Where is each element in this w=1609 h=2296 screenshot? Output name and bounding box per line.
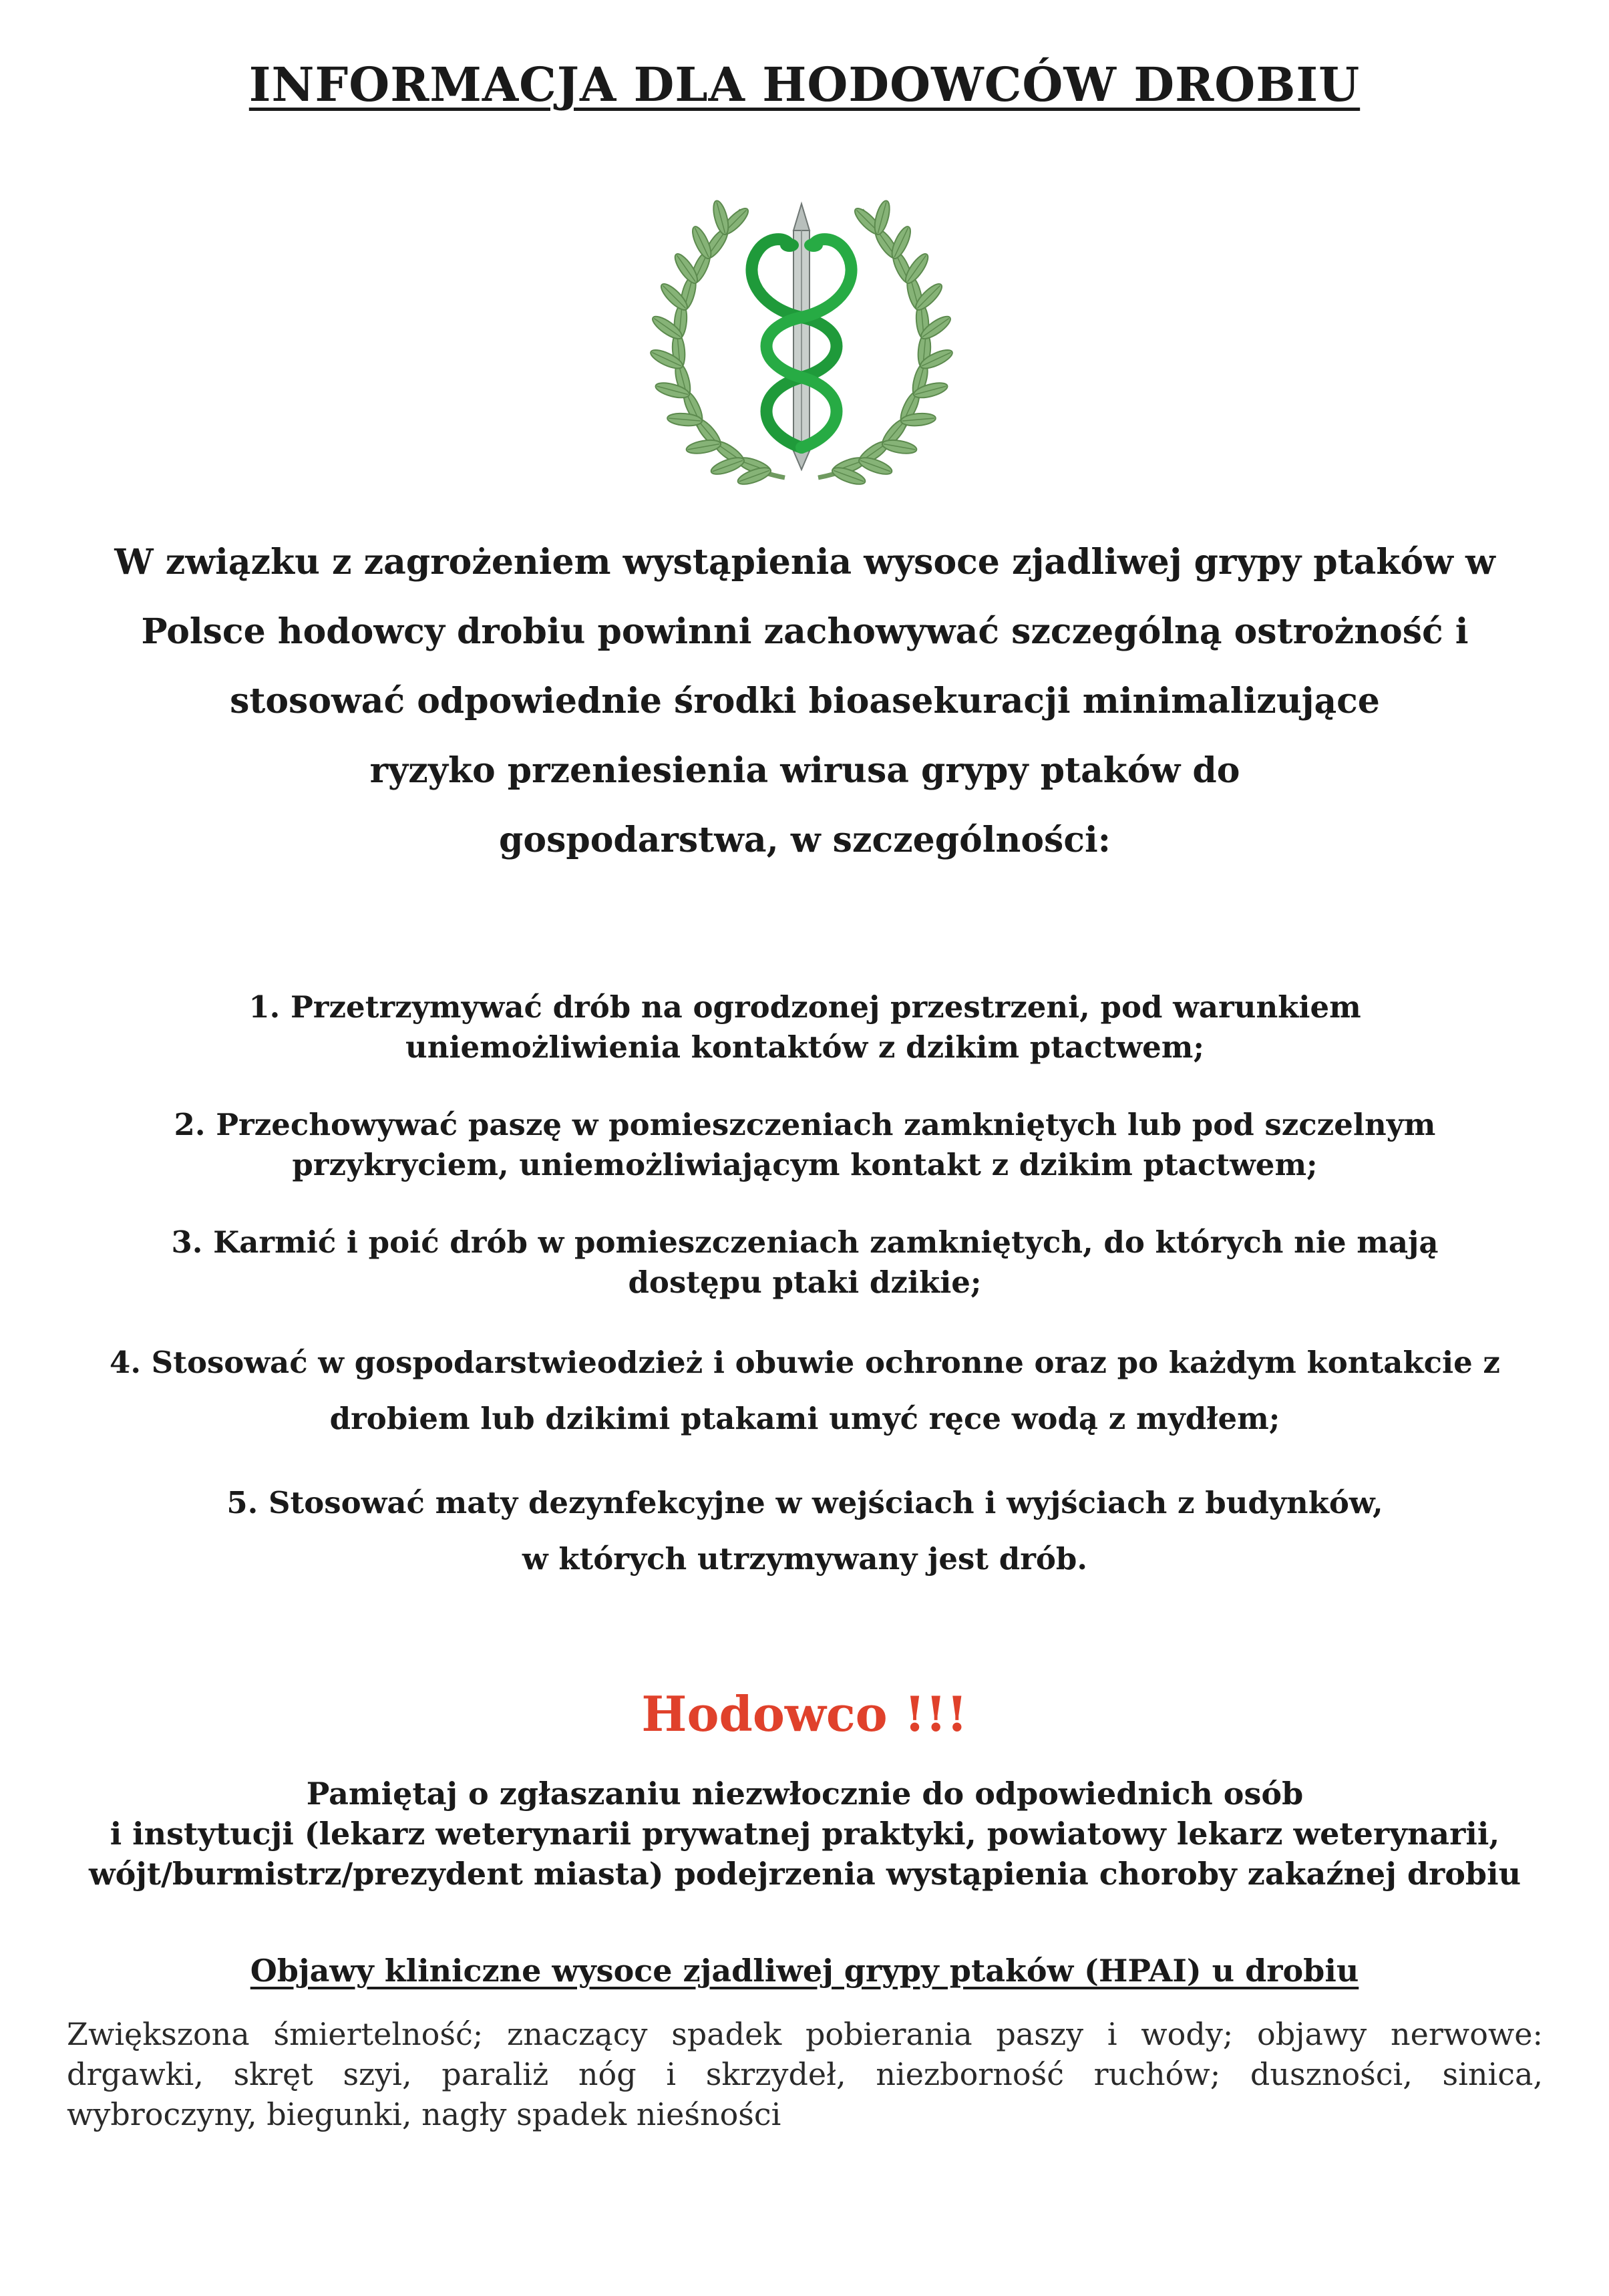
rule-line: 2. Przechowywać paszę w pomieszczeniach zamkniętych lub pod szczelnym xyxy=(174,1107,1436,1142)
intro-paragraph xyxy=(73,528,1536,875)
rule-line: w których utrzymywany jest drób. xyxy=(522,1541,1088,1577)
rule-item-3 xyxy=(53,1222,1556,1303)
intro-line: Polsce hodowcy drobiu powinni zachowywać szczególną ostrożność i xyxy=(141,611,1469,652)
symptoms-paragraph xyxy=(67,2014,1543,2134)
notice-line: Pamiętaj o zgłaszaniu niezwłocznie do odpowiednich osób xyxy=(306,1776,1304,1812)
symptoms-heading xyxy=(0,1954,1609,1988)
rule-item-4 xyxy=(53,1335,1556,1447)
rule-line: dostępu ptaki dzikie; xyxy=(628,1265,982,1300)
rule-line: 3. Karmić i poić drób w pomieszczeniach zamkniętych, do których nie mają xyxy=(171,1224,1439,1260)
veterinary-emblem-icon xyxy=(641,184,962,498)
intro-line: ryzyko przeniesienia wirusa grypy ptaków do xyxy=(369,750,1240,791)
rule-line: 5. Stosować maty dezynfekcyjne w wejściach i wyjściach z budynków, xyxy=(226,1485,1383,1520)
intro-line: stosować odpowiednie środki bioasekuracji minimalizujące xyxy=(230,681,1380,721)
biosecurity-rules-list xyxy=(53,987,1556,1587)
symptoms-heading-text: Objawy kliniczne wysoce zjadliwej grypy ptaków (HPAI) u drobiu xyxy=(250,1953,1359,1989)
intro-line: gospodarstwa, w szczególności: xyxy=(499,820,1111,860)
alert-heading: Hodowco !!! xyxy=(641,1685,968,1742)
symptoms-line: drgawki, skręt szyi, paraliż nóg i skrzydeł, niezborność ruchów; duszności, sinica, xyxy=(67,2056,1543,2092)
rule-line: drobiem lub dzikimi ptakami umyć ręce wodą z mydłem; xyxy=(329,1401,1280,1436)
reporting-notice xyxy=(47,1774,1563,1894)
rule-line: 1. Przetrzymywać drób na ogrodzonej przestrzeni, pod warunkiem xyxy=(248,989,1361,1025)
poster-title-text: INFORMACJA DLA HODOWCÓW DROBIU xyxy=(248,57,1361,112)
rule-item-2 xyxy=(53,1105,1556,1185)
intro-line: W związku z zagrożeniem wystąpienia wysoce zjadliwej grypy ptaków w xyxy=(114,542,1495,583)
rule-item-5 xyxy=(53,1475,1556,1587)
symptoms-line: Zwiększona śmiertelność; znaczący spadek pobierania paszy i wody; objawy nerwowe: xyxy=(67,2016,1543,2052)
rule-line: uniemożliwienia kontaktów z dzikim ptactwem; xyxy=(405,1029,1204,1065)
poster-title xyxy=(0,59,1609,110)
rule-line: 4. Stosować w gospodarstwieodzież i obuwie ochronne oraz po każdym kontakcie z xyxy=(110,1345,1500,1380)
rule-line: przykryciem, uniemożliwiającym kontakt z dzikim ptactwem; xyxy=(292,1147,1318,1182)
symptoms-line: wybroczyny, biegunki, nagły spadek nieśności xyxy=(67,2096,781,2132)
rule-item-1 xyxy=(53,987,1556,1068)
notice-line: i instytucji (lekarz weterynarii prywatnej praktyki, powiatowy lekarz weterynarii, xyxy=(110,1816,1500,1852)
notice-line: wójt/burmistrz/prezydent miasta) podejrzenia wystąpienia choroby zakaźnej drobiu xyxy=(88,1856,1522,1892)
